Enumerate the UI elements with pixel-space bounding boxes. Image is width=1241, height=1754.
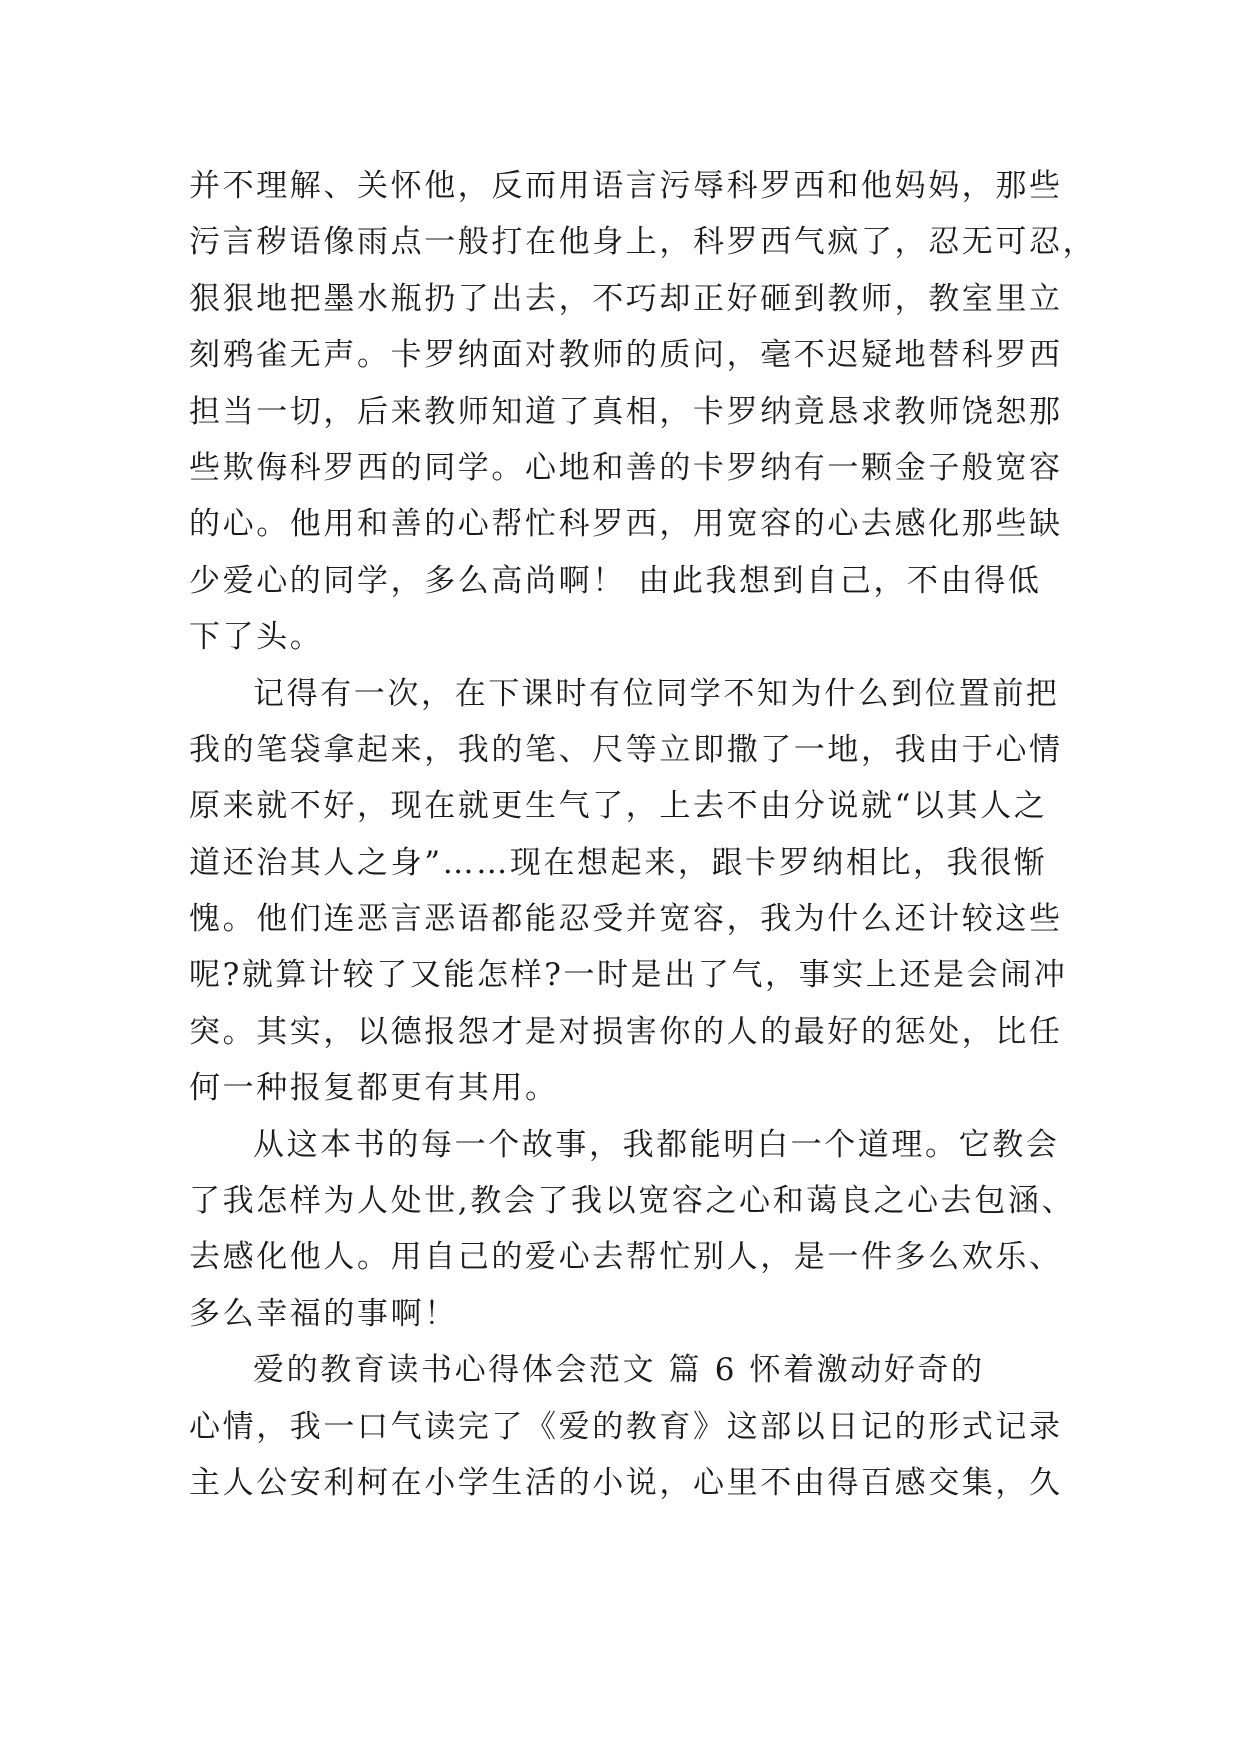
text-line: 刻鸦雀无声。卡罗纳面对教师的质问，毫不迟疑地替科罗西 bbox=[189, 337, 1063, 374]
text-line: 少爱心的同学，多么高尚啊！ 由此我想到自己，不由得低 bbox=[189, 562, 1042, 599]
text-line: 愧。他们连恶言恶语都能忍受并宽容，我为什么还计较这些 bbox=[189, 901, 1063, 938]
text-line: 担当一切，后来教师知道了真相，卡罗纳竟恳求教师饶恕那 bbox=[189, 393, 1063, 430]
paragraph-start-line: 从这本书的每一个故事，我都能明白一个道理。它教会 bbox=[253, 1126, 1060, 1163]
text-line: 狠狠地把墨水瓶扔了出去，不巧却正好砸到教师，教室里立 bbox=[189, 280, 1063, 317]
text-line: 呢?就算计较了又能怎样?一时是出了气，事实上还是会闹冲 bbox=[189, 957, 1068, 994]
text-line: 多么幸福的事啊！ bbox=[189, 1295, 458, 1332]
text-line: 心情，我一口气读完了《爱的教育》这部以日记的形式记录 bbox=[189, 1408, 1063, 1445]
text-line: 我的笔袋拿起来，我的笔、尺等立即撒了一地，我由于心情 bbox=[189, 731, 1063, 768]
text-line: 突。其实，以德报怨才是对损害你的人的最好的惩处，比任 bbox=[189, 1013, 1063, 1050]
text-line: 去感化他人。用自己的爱心去帮忙别人，是一件多么欢乐、 bbox=[189, 1239, 1063, 1276]
text-line: 道还治其人之身”……现在想起来，跟卡罗纳相比，我很惭 bbox=[189, 844, 1048, 881]
section-heading-line: 爱的教育读书心得体会范文 篇 6 怀着激动好奇的 bbox=[253, 1352, 985, 1389]
text-line: 了我怎样为人处世,教会了我以宽容之心和蔼良之心去包涵、 bbox=[189, 1183, 1076, 1220]
text-line: 何一种报复都更有其用。 bbox=[189, 1070, 559, 1107]
text-line: 并不理解、关怀他，反而用语言污辱科罗西和他妈妈，那些 bbox=[189, 168, 1063, 204]
text-line: 原来就不好，现在就更生气了，上去不由分说就“以其人之 bbox=[189, 788, 1048, 825]
text-line: 的心。他用和善的心帮忙科罗西，用宽容的心去感化那些缺 bbox=[189, 506, 1063, 543]
paragraph-start-line: 记得有一次，在下课时有位同学不知为什么到位置前把 bbox=[253, 675, 1060, 712]
text-line: 污言秽语像雨点一般打在他身上，科罗西气疯了，忍无可忍， bbox=[189, 224, 1097, 261]
text-line: 下了头。 bbox=[189, 619, 324, 656]
body-text bbox=[189, 158, 1097, 1511]
text-line: 些欺侮科罗西的同学。心地和善的卡罗纳有一颗金子般宽容 bbox=[189, 449, 1063, 486]
text-line: 主人公安利柯在小学生活的小说，心里不由得百感交集，久 bbox=[189, 1464, 1063, 1501]
